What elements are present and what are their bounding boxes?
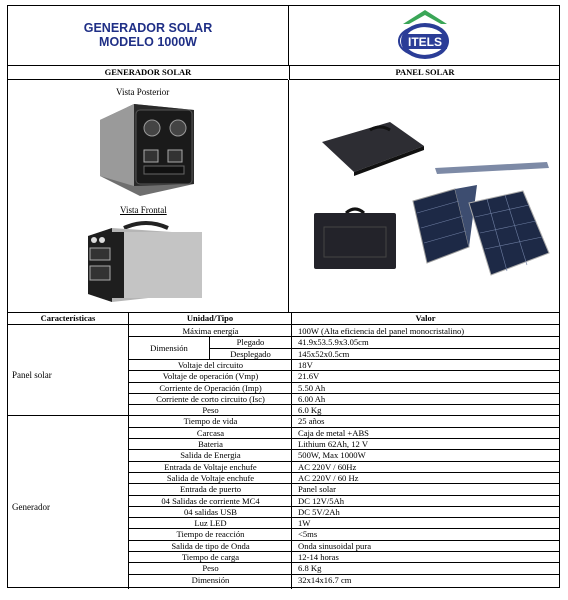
spec-value: AC 220V / 60Hz bbox=[298, 461, 357, 472]
logo-text: ITELS bbox=[407, 35, 443, 49]
model-subtitle: MODELO 1000W bbox=[99, 35, 197, 49]
header bbox=[8, 6, 559, 66]
category-panel-solar: Panel solar bbox=[12, 370, 52, 380]
spec-value: Lithium 62Ah, 12 V bbox=[298, 439, 369, 449]
spec-unit: Carcasa bbox=[196, 427, 225, 438]
spec-table-header bbox=[8, 312, 559, 325]
spec-value: 1W bbox=[298, 518, 311, 529]
spec-value: 5.50 Ah bbox=[298, 382, 326, 393]
product-title: GENERADOR SOLAR bbox=[83, 21, 213, 35]
panel-bag-image bbox=[312, 205, 398, 271]
spec-unit: Peso bbox=[202, 405, 219, 416]
spec-unit: Entrada de Voltaje enchufe bbox=[164, 461, 257, 472]
spec-value: 25 años bbox=[298, 416, 325, 427]
spec-unit: Corriente de corto circuito (Isc) bbox=[156, 393, 265, 404]
spec-unit: Dimensión bbox=[191, 574, 230, 585]
spec-unit: Corriente de Operación (Imp) bbox=[159, 382, 262, 393]
spec-value: 500W, Max 1000W bbox=[298, 450, 366, 461]
spec-unit: Tiempo de vida bbox=[183, 416, 238, 427]
spec-unit: Voltaje del circuito bbox=[177, 359, 244, 370]
spec-value: 21.6V bbox=[298, 371, 320, 382]
spec-value: Panel solar bbox=[298, 484, 336, 495]
spec-unit: Tiempo de carga bbox=[181, 552, 240, 562]
spec-value: 6.00 Ah bbox=[298, 393, 326, 404]
section-panel: PANEL SOLAR bbox=[289, 65, 560, 80]
spec-unit: Entrada de puerto bbox=[179, 484, 242, 495]
itels-logo bbox=[393, 8, 457, 64]
spec-unit: Salida de tipo de Onda bbox=[171, 540, 250, 551]
spec-value: 145x52x0.5cm bbox=[298, 348, 350, 359]
spec-value: 6.0 Kg bbox=[298, 405, 322, 416]
spec-value: 18V bbox=[298, 359, 313, 370]
spec-unit: Bateria bbox=[198, 439, 223, 449]
spec-sheet bbox=[7, 5, 560, 588]
spec-unit: 04 salidas USB bbox=[184, 506, 237, 517]
spec-unit: Salida de Voltaje enchufe bbox=[166, 472, 255, 483]
spec-value: DC 5V/2Ah bbox=[298, 506, 340, 517]
spec-unit: Dimensión bbox=[150, 342, 188, 353]
panel-side-image bbox=[433, 160, 551, 176]
spec-unit: Máxima energía bbox=[182, 326, 239, 336]
panel-folded-top-image bbox=[320, 120, 426, 176]
spec-value: 32x14x16.7 cm bbox=[298, 574, 352, 585]
spec-value: 41.9x53.5.9x3.05cm bbox=[298, 337, 369, 348]
header-characteristics: Características bbox=[40, 313, 96, 323]
generator-front-image bbox=[84, 218, 206, 306]
section-generator: GENERADOR SOLAR bbox=[8, 65, 288, 80]
spec-unit: Peso bbox=[202, 563, 219, 574]
spec-value: AC 220V / 60 Hz bbox=[298, 472, 359, 483]
header-unit: Unidad/Tipo bbox=[186, 313, 234, 323]
spec-value: Onda sinusoidal pura bbox=[298, 540, 372, 551]
spec-unit: Voltaje de operación (Vmp) bbox=[162, 371, 259, 382]
spec-subunit: Desplegado bbox=[230, 348, 271, 359]
spec-value: 100W (Alta eficiencia del panel monocristalino) bbox=[298, 326, 465, 336]
front-view-caption: Vista Frontal bbox=[120, 205, 167, 215]
panel-unfolded-image bbox=[411, 183, 553, 279]
spec-value: DC 12V/5Ah bbox=[298, 495, 345, 506]
spec-value: 6.8 Kg bbox=[298, 563, 322, 574]
photos-area bbox=[8, 80, 559, 313]
spec-unit: Luz LED bbox=[194, 518, 227, 529]
spec-value: 12-14 horas bbox=[298, 552, 339, 562]
rear-view-caption: Vista Posterior bbox=[116, 87, 170, 97]
generator-rear-image bbox=[94, 100, 198, 198]
spec-unit: Tiempo de reacción bbox=[176, 529, 245, 540]
spec-unit: Salida de Energia bbox=[180, 450, 241, 461]
spec-value: Caja de metal +ABS bbox=[298, 427, 369, 438]
category-generador: Generador bbox=[12, 502, 50, 512]
header-value: Valor bbox=[415, 313, 436, 323]
spec-value: <5ms bbox=[298, 529, 318, 540]
spec-unit: 04 Salidas de corriente MC4 bbox=[161, 495, 260, 506]
spec-subunit: Plegado bbox=[236, 337, 265, 348]
